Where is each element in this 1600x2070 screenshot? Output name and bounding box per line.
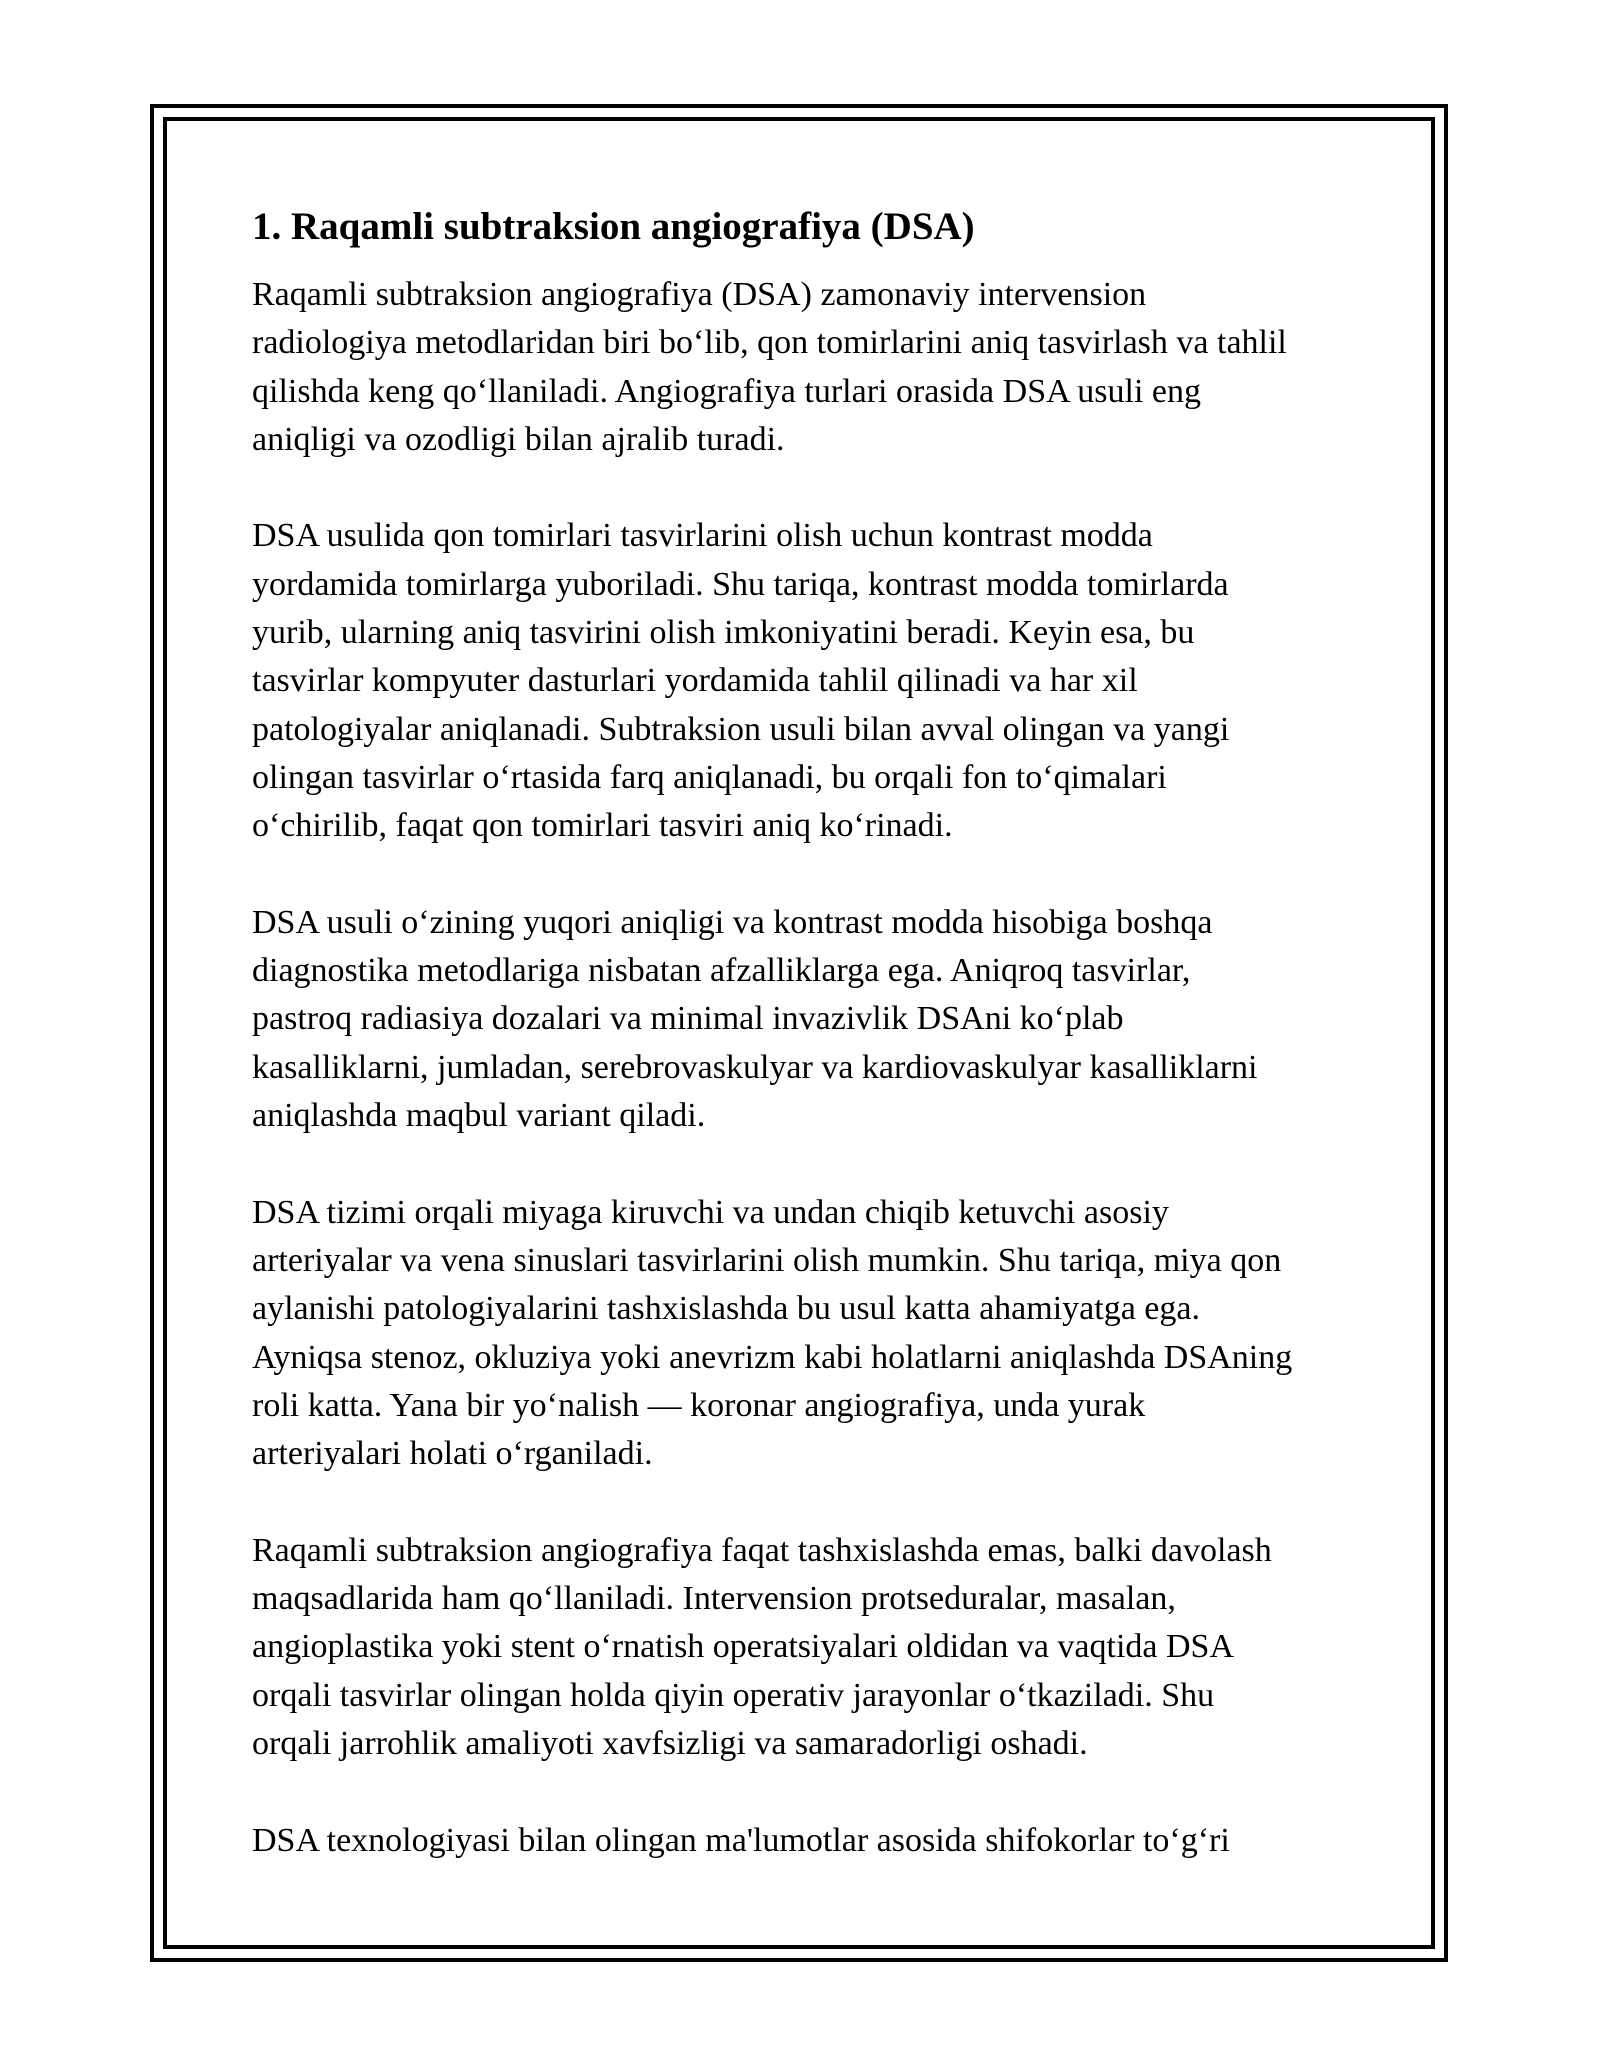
text-line: patologiyalar aniqlanadi. Subtraksion usuli bilan avval olingan va yangi bbox=[252, 710, 1230, 748]
text-line: radiologiya metodlaridan biri bo‘lib, qon tomirlarini aniq tasvirlash va tahlil bbox=[252, 324, 1287, 362]
section-heading: 1. Raqamli subtraksion angiografiya (DSA) bbox=[252, 205, 975, 248]
paragraph bbox=[252, 512, 1392, 850]
paragraph bbox=[252, 1189, 1392, 1479]
text-line: kasalliklarni, jumladan, serebrovaskulyar va kardiovaskulyar kasalliklarni bbox=[252, 1048, 1258, 1086]
text-line: tasvirlar kompyuter dasturlari yordamida tahlil qilinadi va har xil bbox=[252, 662, 1138, 700]
document-body bbox=[252, 203, 1392, 1913]
text-line: olingan tasvirlar o‘rtasida farq aniqlanadi, bu orqali fon to‘qimalari bbox=[252, 758, 1167, 796]
text-line: aniqligi va ozodligi bilan ajralib turadi. bbox=[252, 420, 785, 458]
text-line: Ayniqsa stenoz, okluziya yoki anevrizm kabi holatlarni aniqlashda DSAning bbox=[252, 1338, 1293, 1376]
text-line: maqsadlarida ham qo‘llaniladi. Intervension protseduralar, masalan, bbox=[252, 1580, 1176, 1618]
text-line: arteriyalar va vena sinuslari tasvirlarini olish mumkin. Shu tariqa, miya qon bbox=[252, 1241, 1282, 1279]
text-line: arteriyalari holati o‘rganiladi. bbox=[252, 1435, 653, 1473]
paragraph bbox=[252, 1817, 1392, 1865]
page-border-inner bbox=[163, 117, 1435, 1949]
text-line: diagnostika metodlariga nisbatan afzalliklarga ega. Aniqroq tasvirlar, bbox=[252, 952, 1191, 990]
text-line: DSA tizimi orqali miyaga kiruvchi va undan chiqib ketuvchi asosiy bbox=[252, 1193, 1169, 1231]
text-line: qilishda keng qo‘llaniladi. Angiografiya turlari orasida DSA usuli eng bbox=[252, 372, 1201, 410]
text-line: yurib, ularning aniq tasvirini olish imkoniyatini beradi. Keyin esa, bu bbox=[252, 614, 1195, 652]
text-line: aylanishi patologiyalarini tashxislashda bu usul katta ahamiyatga ega. bbox=[252, 1290, 1200, 1328]
text-line: DSA usulida qon tomirlari tasvirlarini olish uchun kontrast modda bbox=[252, 517, 1153, 555]
paragraph bbox=[252, 899, 1392, 1140]
text-line: o‘chirilib, faqat qon tomirlari tasviri aniq ko‘rinadi. bbox=[252, 807, 953, 845]
paragraphs bbox=[252, 271, 1392, 1865]
text-line: orqali jarrohlik amaliyoti xavfsizligi va samaradorligi oshadi. bbox=[252, 1724, 1088, 1762]
text-line: yordamida tomirlarga yuboriladi. Shu tariqa, kontrast modda tomirlarda bbox=[252, 565, 1229, 603]
text-line: angioplastika yoki stent o‘rnatish operatsiyalari oldidan va vaqtida DSA bbox=[252, 1628, 1234, 1666]
text-line: DSA texnologiyasi bilan olingan ma'lumotlar asosida shifokorlar to‘g‘ri bbox=[252, 1821, 1230, 1859]
text-line: pastroq radiasiya dozalari va minimal invazivlik DSAni ko‘plab bbox=[252, 1000, 1124, 1038]
text-line: aniqlashda maqbul variant qiladi. bbox=[252, 1097, 706, 1135]
text-line: DSA usuli o‘zining yuqori aniqligi va kontrast modda hisobiga boshqa bbox=[252, 903, 1213, 941]
paragraph bbox=[252, 271, 1392, 464]
text-line: orqali tasvirlar olingan holda qiyin operativ jarayonlar o‘tkaziladi. Shu bbox=[252, 1676, 1215, 1714]
text-line: Raqamli subtraksion angiografiya faqat tashxislashda emas, balki davolash bbox=[252, 1531, 1272, 1569]
page-border bbox=[150, 104, 1448, 1962]
text-line: roli katta. Yana bir yo‘nalish — koronar angiografiya, unda yurak bbox=[252, 1386, 1146, 1424]
text-line: Raqamli subtraksion angiografiya (DSA) zamonaviy intervension bbox=[252, 276, 1147, 313]
paragraph bbox=[252, 1527, 1392, 1768]
